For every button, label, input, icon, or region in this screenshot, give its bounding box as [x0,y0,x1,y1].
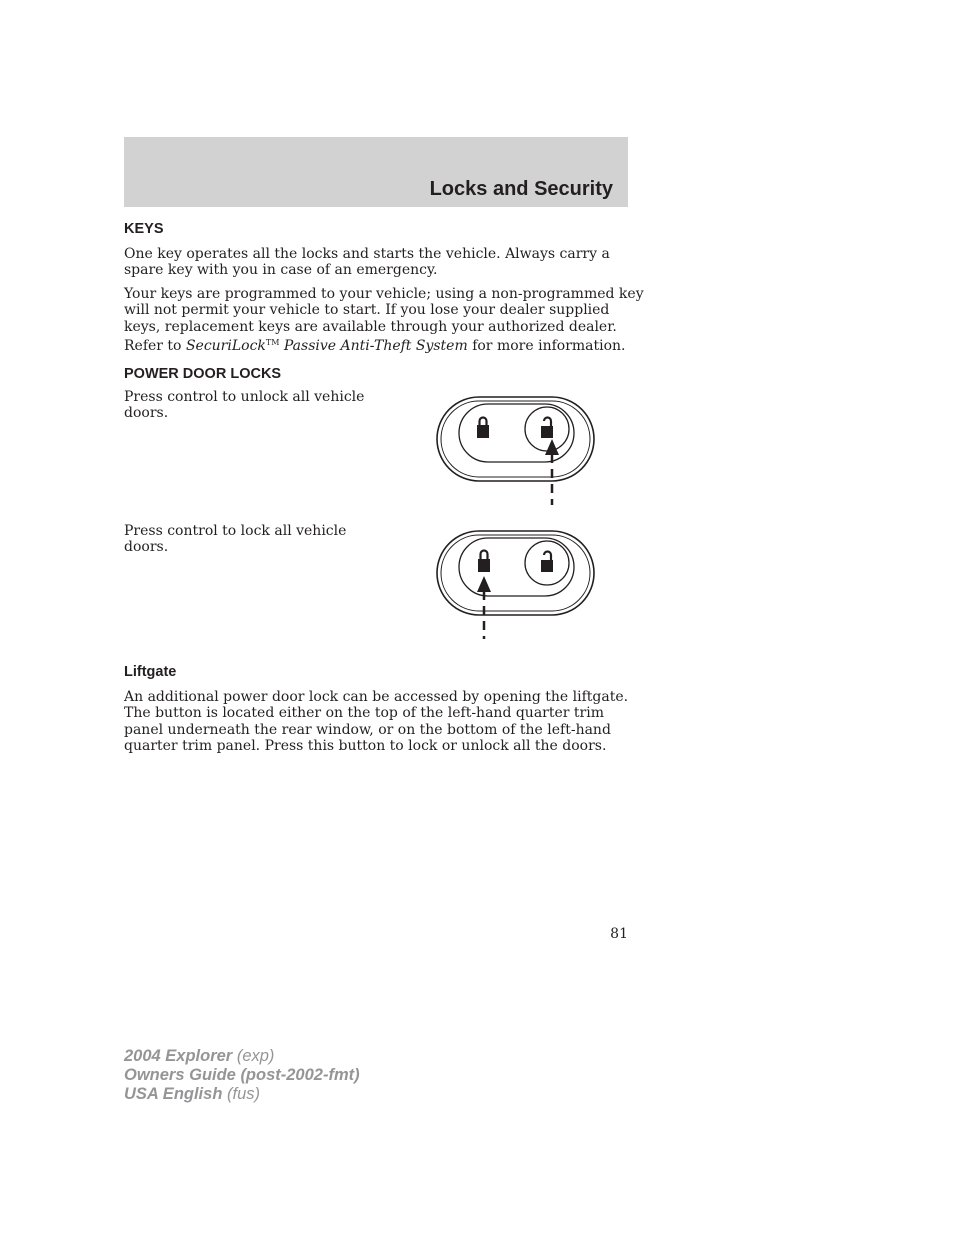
trademark-mark: TM [265,337,280,347]
unlock-control-illustration [432,393,602,508]
refer-suffix: for more information. [467,337,626,354]
footer-line [124,1066,360,1085]
footer-line [124,1047,360,1066]
text-line: will not permit your vehicle to start. If you lose your dealer supplied [124,302,610,319]
lock-control-illustration [432,527,602,642]
text-line: doors. [124,405,169,422]
text-line: One key operates all the locks and starts the vehicle. Always carry a [124,246,610,262]
keys-heading: KEYS [124,221,164,237]
press-arrow-icon [477,576,491,639]
footer-line [124,1085,360,1104]
unlock-instruction [124,389,374,422]
power-door-locks-heading: POWER DOOR LOCKS [124,366,282,382]
section-header-band [124,137,628,207]
text-line: An additional power door lock can be accessed by opening the liftgate. [124,689,629,705]
unlock-icon [541,552,553,573]
liftgate-paragraph [124,689,629,754]
lock-icon [477,418,489,439]
document-footer [124,1047,360,1104]
text-line: Press control to lock all vehicle [124,523,347,539]
footer-model: 2004 Explorer [124,1047,233,1065]
text-line: doors. [124,539,169,556]
text-line: quarter trim panel. Press this button to lock or unlock all the doors. [124,737,607,754]
page-number: 81 [610,926,628,942]
text-line: Your keys are programmed to your vehicle; using a non-programmed key [124,286,644,302]
footer-language-code: (fus) [222,1085,260,1103]
door-lock-switch [437,397,594,481]
footer-guide: Owners Guide (post-2002-fmt) [124,1066,360,1084]
section-title: Locks and Security [429,178,613,200]
footer-language: USA English [124,1085,223,1103]
text-line: The button is located either on the top of the left-hand quarter trim [124,705,604,722]
liftgate-heading: Liftgate [124,664,177,680]
keys-paragraph-1 [124,246,624,279]
keys-paragraph-2 [124,286,644,354]
text-line: keys, replacement keys are available through your authorized dealer. [124,318,617,335]
anti-theft-system-name: Passive Anti-Theft System [279,337,468,354]
refer-prefix: Refer to [124,337,186,354]
text-line: Press control to unlock all vehicle [124,389,365,405]
footer-model-code: (exp) [232,1047,275,1065]
lock-instruction [124,523,374,556]
unlock-icon [541,418,553,439]
lock-icon [478,551,490,573]
text-line-with-reference [124,335,624,354]
text-line: panel underneath the rear window, or on the bottom of the left-hand [124,721,611,738]
door-lock-switch [437,531,594,615]
securilock-name: SecuriLock [185,337,266,354]
text-line: spare key with you in case of an emergency. [124,262,438,279]
